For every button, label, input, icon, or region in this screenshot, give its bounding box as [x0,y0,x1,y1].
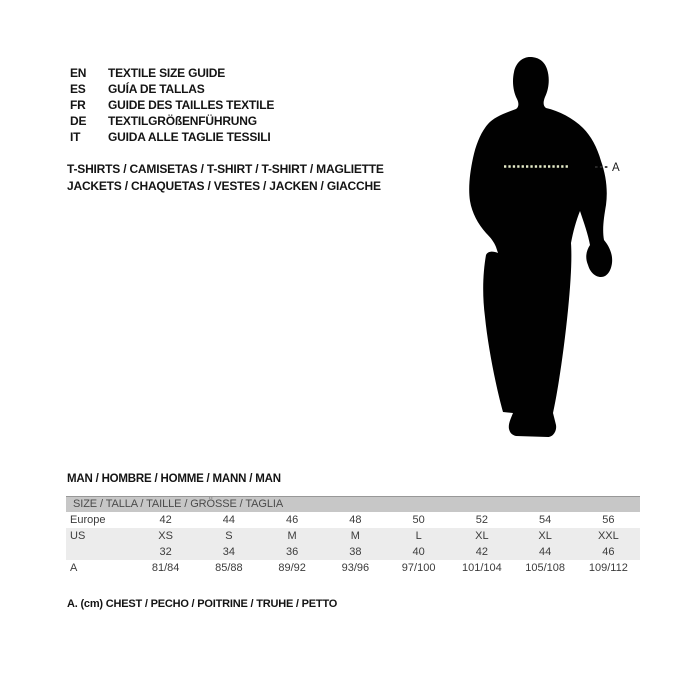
table-cell: 52 [475,514,488,526]
table-row-europe [66,512,640,528]
chest-measure-note: A. (cm) CHEST / PECHO / POITRINE / TRUHE / PETTO [67,598,338,610]
category-heading [67,161,384,194]
table-cell: 50 [412,514,425,526]
table-cell: 38 [349,546,362,558]
language-label: GUÍA DE TALLAS [108,81,205,96]
language-code: DE [70,113,87,128]
language-label: GUIDE DES TAILLES TEXTILE [108,97,275,112]
category-line-jackets: JACKETS / CHAQUETAS / VESTES / JACKEN / GIACCHE [67,178,381,193]
table-cell: XXL [597,530,619,542]
table-cell: 54 [539,514,552,526]
table-cell: 85/88 [215,562,243,574]
language-code: FR [70,97,86,112]
table-cell: 40 [412,546,425,558]
table-cell: 42 [475,546,488,558]
language-code: IT [70,129,81,144]
language-code: ES [70,81,86,96]
table-cell: XS [158,530,173,542]
man-silhouette-shape [469,57,612,437]
table-cell: M [287,530,297,542]
language-code: EN [70,65,87,80]
table-cell: 46 [602,546,615,558]
table-cell: 89/92 [278,562,306,574]
language-list [70,65,274,144]
size-table-header: SIZE / TALLA / TAILLE / GRÖSSE / TAGLIA [66,496,640,512]
table-cell: 101/104 [461,562,502,574]
language-label: TEXTILGRÖßENFÜHRUNG [108,113,257,128]
table-cell: 56 [602,514,615,526]
row-label: Europe [70,514,106,526]
language-label: TEXTILE SIZE GUIDE [108,65,226,80]
row-label: US [70,530,86,542]
table-cell: 42 [159,514,172,526]
table-cell: 93/96 [341,562,370,574]
table-cell: 44 [222,514,235,526]
table-cell: 109/112 [588,562,628,574]
language-label: GUIDA ALLE TAGLIE TESSILI [108,129,271,144]
table-row-chest [66,560,640,576]
table-row-us [66,528,640,544]
table-cell: XL [538,530,552,542]
size-table [66,496,640,576]
table-cell: 36 [286,546,299,558]
table-cell: L [415,530,422,542]
row-label: A [70,562,78,574]
table-cell: XL [475,530,489,542]
measure-label-a: A [612,162,620,174]
language-row [70,113,274,129]
man-silhouette [450,50,650,450]
table-cell: 34 [222,546,235,558]
category-line-tshirts: T-SHIRTS / CAMISETAS / T-SHIRT / T-SHIRT / MAGLIETTE [67,162,384,176]
language-row [70,97,274,113]
table-cell: 81/84 [151,562,180,574]
table-cell: 105/108 [525,562,565,574]
table-row-us-numeric [66,544,640,560]
table-cell: 97/100 [401,562,436,574]
table-cell: 48 [349,514,362,526]
table-cell: S [225,530,233,542]
language-row [70,81,274,97]
table-cell: 32 [159,546,172,558]
table-cell: M [350,530,360,542]
man-section-heading: MAN / HOMBRE / HOMME / MANN / MAN [67,473,281,485]
table-cell: 44 [539,546,552,558]
language-row [70,65,274,81]
row-label [66,544,134,560]
table-cell: 46 [286,514,299,526]
language-row [70,129,274,145]
